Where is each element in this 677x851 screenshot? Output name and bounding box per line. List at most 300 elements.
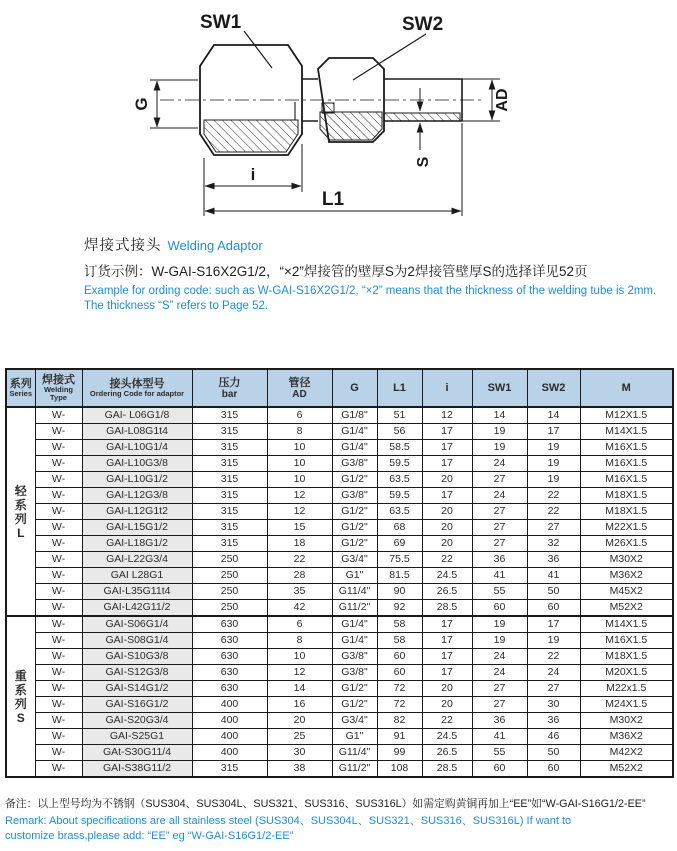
tube-ad: 6	[267, 407, 332, 424]
remark-zh: 备注：以上型号均为不锈钢（SUS304、SUS304L、SUS321、SUS316、SUS316L）如需定购黄铜再加上“EE”如“W-GAI-S16G1/2-EE”	[5, 798, 646, 810]
dim-m: M24X1.5	[580, 697, 673, 713]
dim-sw2: 27	[527, 681, 580, 697]
dim-i: 22	[422, 713, 472, 729]
dim-l1: 60	[377, 649, 422, 665]
table-row	[6, 504, 673, 520]
welding-type: W-	[35, 407, 82, 424]
ordering-code: GAI-L15G1/2	[82, 520, 192, 536]
dim-sw2: 14	[527, 407, 580, 424]
hatch-tube-wall	[384, 113, 460, 121]
thread-g: G11/2"	[332, 600, 377, 617]
welding-type: W-	[35, 504, 82, 520]
welding-type: W-	[35, 649, 82, 665]
dim-m: M52X2	[580, 761, 673, 778]
dim-sw2: 19	[527, 633, 580, 649]
welding-type: W-	[35, 568, 82, 584]
dim-i: 17	[422, 424, 472, 440]
col-header-g-line: G	[350, 382, 359, 394]
pressure-bar: 315	[192, 520, 267, 536]
tube-ad: 10	[267, 649, 332, 665]
col-header-welding-type-line: Welding	[43, 384, 74, 394]
tube-ad: 8	[267, 424, 332, 440]
dim-sw1: 27	[472, 504, 527, 520]
col-header-welding-type-line: 焊接式	[42, 373, 75, 386]
table-row	[6, 713, 673, 729]
dim-m: M30X2	[580, 713, 673, 729]
order-example-english	[84, 284, 664, 313]
dim-l1: 72	[377, 697, 422, 713]
ordering-code: GAI-S38G11/2	[82, 761, 192, 778]
dim-sw2: 41	[527, 568, 580, 584]
ordering-code: GAI-L22G3/4	[82, 552, 192, 568]
thread-g: G3/8"	[332, 456, 377, 472]
dim-sw1: 60	[472, 600, 527, 617]
dim-l1: 63.5	[377, 472, 422, 488]
table-row	[6, 729, 673, 745]
dim-sw1: 27	[472, 681, 527, 697]
dim-l1: 56	[377, 424, 422, 440]
thread-g: G3/8"	[332, 649, 377, 665]
dim-sw1: 19	[472, 424, 527, 440]
dim-i: 28.5	[422, 600, 472, 617]
table-row	[6, 488, 673, 504]
dim-sw1: 24	[472, 456, 527, 472]
thread-g: G1/2"	[332, 681, 377, 697]
table-row	[6, 584, 673, 600]
dim-l1: 81.5	[377, 568, 422, 584]
dim-m: M22X1.5	[580, 520, 673, 536]
ordering-code: GAI-L35G11t4	[82, 584, 192, 600]
table-row	[6, 600, 673, 617]
thread-g: G1/8"	[332, 407, 377, 424]
dim-i: 24.5	[422, 729, 472, 745]
dim-sw2: 17	[527, 424, 580, 440]
dim-sw2: 46	[527, 729, 580, 745]
col-header-welding-type	[35, 369, 82, 407]
tube-ad: 10	[267, 456, 332, 472]
dim-m: M45X2	[580, 584, 673, 600]
tube-ad: 6	[267, 616, 332, 633]
welding-type: W-	[35, 697, 82, 713]
dim-sw1: 19	[472, 633, 527, 649]
welding-type: W-	[35, 713, 82, 729]
thread-g: G1"	[332, 729, 377, 745]
series-label-char: 轻	[14, 483, 27, 498]
dim-sw1: 36	[472, 552, 527, 568]
tube-ad: 42	[267, 600, 332, 617]
dim-m: M14X1.5	[580, 616, 673, 633]
series-group-heavy	[6, 616, 673, 777]
pressure-bar: 315	[192, 407, 267, 424]
spec-table	[5, 368, 674, 778]
table-row	[6, 745, 673, 761]
table-row	[6, 761, 673, 778]
col-header-pressure-line: bar	[221, 388, 238, 400]
dim-sw2: 36	[527, 552, 580, 568]
series-label-char: S	[16, 710, 25, 725]
col-header-ordering-code-line: 接头体型号	[109, 377, 165, 390]
hatch-body-sw1	[204, 120, 298, 152]
dim-i: 20	[422, 536, 472, 552]
table-row	[6, 568, 673, 584]
dim-l1: 58.5	[377, 440, 422, 456]
label-s: S	[415, 156, 432, 168]
intro-block	[84, 234, 664, 313]
col-header-tube-ad-line: AD	[292, 388, 307, 400]
series-label-char: 系	[14, 497, 27, 512]
dim-sw2: 36	[527, 713, 580, 729]
ordering-code: GAI-L10G3/8	[82, 456, 192, 472]
dim-l1: 75.5	[377, 552, 422, 568]
pressure-bar: 315	[192, 456, 267, 472]
ordering-code: GAI-S12G3/8	[82, 665, 192, 681]
label-i: i	[250, 165, 256, 184]
thread-g: G3/4"	[332, 713, 377, 729]
dim-sw1: 27	[472, 697, 527, 713]
dim-m: M14X1.5	[580, 424, 673, 440]
table-row	[6, 424, 673, 440]
ordering-code: GAI-L12G3/8	[82, 488, 192, 504]
col-header-sw2	[527, 369, 580, 407]
dim-l1: 69	[377, 536, 422, 552]
dim-i: 17	[422, 649, 472, 665]
tube-ad: 12	[267, 504, 332, 520]
dim-sw2: 17	[527, 616, 580, 633]
table-row	[6, 633, 673, 649]
welding-type: W-	[35, 745, 82, 761]
col-header-l1-line: L1	[393, 382, 406, 394]
dim-i: 17	[422, 633, 472, 649]
dim-sw1: 14	[472, 407, 527, 424]
pressure-bar: 315	[192, 536, 267, 552]
col-header-welding-type-line: Type	[50, 393, 67, 402]
ordering-code: GAI-L42G11/2	[82, 600, 192, 617]
dim-i: 17	[422, 488, 472, 504]
series-label-light	[6, 407, 35, 616]
thread-g: G1/4"	[332, 633, 377, 649]
pressure-bar: 630	[192, 681, 267, 697]
ordering-code: GAI-L18G1/2	[82, 536, 192, 552]
pressure-bar: 630	[192, 616, 267, 633]
welding-type: W-	[35, 520, 82, 536]
ordering-code: GAI-S06G1/4	[82, 616, 192, 633]
dim-sw2: 19	[527, 472, 580, 488]
tube-ad: 20	[267, 713, 332, 729]
welding-type: W-	[35, 729, 82, 745]
dim-i: 20	[422, 681, 472, 697]
pressure-bar: 400	[192, 697, 267, 713]
dim-sw2: 50	[527, 745, 580, 761]
table-row	[6, 536, 673, 552]
welding-type: W-	[35, 552, 82, 568]
series-label-char: 重	[14, 668, 27, 683]
section-title-en: Welding Adaptor	[167, 238, 263, 253]
col-header-sw2-line: SW2	[541, 382, 566, 394]
dim-m: M16X1.5	[580, 456, 673, 472]
remark-block	[5, 797, 672, 843]
col-header-series	[6, 369, 35, 407]
dim-l1: 63.5	[377, 504, 422, 520]
section-title	[84, 234, 664, 255]
table-row	[6, 472, 673, 488]
series-label-char: 系	[14, 682, 27, 697]
pressure-bar: 315	[192, 488, 267, 504]
table-row	[6, 681, 673, 697]
dim-sw2: 19	[527, 456, 580, 472]
pressure-bar: 315	[192, 440, 267, 456]
dim-i: 17	[422, 665, 472, 681]
tube-ad: 38	[267, 761, 332, 778]
dim-sw1: 27	[472, 472, 527, 488]
col-header-i-line: i	[445, 382, 449, 394]
dim-m: M18X1.5	[580, 488, 673, 504]
leader-sw2	[353, 34, 426, 80]
dim-sw2: 32	[527, 536, 580, 552]
table-row	[6, 616, 673, 633]
tube-ad: 14	[267, 681, 332, 697]
dim-sw1: 41	[472, 568, 527, 584]
dim-m: M16X1.5	[580, 472, 673, 488]
tube-ad: 12	[267, 665, 332, 681]
dim-i: 22	[422, 552, 472, 568]
thread-g: G1/2"	[332, 472, 377, 488]
thread-g: G11/4"	[332, 745, 377, 761]
thread-g: G1/2"	[332, 520, 377, 536]
thread-g: G3/8"	[332, 665, 377, 681]
remark-en-line2: customize brass,please add: “EE” eg “W-GAI-S16G1/2-EE”	[5, 829, 294, 842]
col-header-l1	[377, 369, 422, 407]
ordering-code: GAI-L10G1/2	[82, 472, 192, 488]
dim-l1: 68	[377, 520, 422, 536]
dim-l1: 58	[377, 633, 422, 649]
dim-l1: 72	[377, 681, 422, 697]
dim-i: 20	[422, 504, 472, 520]
welding-type: W-	[35, 761, 82, 778]
leader-sw1	[244, 31, 272, 68]
dim-l1: 99	[377, 745, 422, 761]
order-example-en-line1: Example for ording code: such as W-GAI-S16X2G1/2, “×2” means that the thickness of the welding tube is 2mm.	[84, 285, 657, 297]
table-row	[6, 407, 673, 424]
dim-m: M12X1.5	[580, 407, 673, 424]
ordering-code: GAt-S30G11/4	[82, 745, 192, 761]
ordering-code: GAI-S08G1/4	[82, 633, 192, 649]
tube-ad: 18	[267, 536, 332, 552]
tube-ad: 25	[267, 729, 332, 745]
dim-m: M16X1.5	[580, 633, 673, 649]
ordering-code: GAI-S10G3/8	[82, 649, 192, 665]
dim-i: 20	[422, 697, 472, 713]
col-header-sw1-line: SW1	[487, 382, 512, 394]
series-label-heavy	[6, 616, 35, 777]
dim-sw1: 19	[472, 440, 527, 456]
dim-l1: 59.5	[377, 456, 422, 472]
label-ad: AD	[494, 88, 511, 112]
col-header-m	[580, 369, 673, 407]
col-header-sw1	[472, 369, 527, 407]
thread-g: G11/4"	[332, 584, 377, 600]
dim-sw1: 55	[472, 745, 527, 761]
thread-g: G3/4"	[332, 552, 377, 568]
order-example-en-line2: The thickness “S” refers to Page 52.	[84, 299, 269, 312]
tube-ad: 12	[267, 488, 332, 504]
ordering-code: GAI-S16G1/2	[82, 697, 192, 713]
series-group-light	[6, 407, 673, 616]
table-row	[6, 552, 673, 568]
pressure-bar: 400	[192, 745, 267, 761]
welding-type: W-	[35, 616, 82, 633]
dim-sw2: 22	[527, 504, 580, 520]
welding-type: W-	[35, 665, 82, 681]
dim-m: M18X1.5	[580, 504, 673, 520]
thread-g: G11/2"	[332, 761, 377, 778]
dim-i: 26.5	[422, 584, 472, 600]
thread-g: G1/2"	[332, 536, 377, 552]
dim-sw1: 27	[472, 520, 527, 536]
dim-sw2: 60	[527, 600, 580, 617]
ordering-code: GAI-L08G1t4	[82, 424, 192, 440]
dim-i: 17	[422, 440, 472, 456]
welding-type: W-	[35, 440, 82, 456]
thread-g: G1"	[332, 568, 377, 584]
ordering-code: GAI-S20G3/4	[82, 713, 192, 729]
series-label-char: L	[17, 525, 25, 540]
dim-l1: 59.5	[377, 488, 422, 504]
dim-i: 17	[422, 456, 472, 472]
ordering-code: GAI- L06G1/8	[82, 407, 192, 424]
dim-m: M26X1.5	[580, 536, 673, 552]
series-label-char: 列	[14, 511, 27, 526]
dim-m: M20X1.5	[580, 665, 673, 681]
dim-i: 26.5	[422, 745, 472, 761]
dim-sw2: 22	[527, 488, 580, 504]
thread-g: G1/4"	[332, 616, 377, 633]
dim-sw1: 60	[472, 761, 527, 778]
thread-g: G1/2"	[332, 697, 377, 713]
dim-m: M42X2	[580, 745, 673, 761]
table-row	[6, 520, 673, 536]
dim-l1: 91	[377, 729, 422, 745]
table-row	[6, 456, 673, 472]
pressure-bar: 250	[192, 552, 267, 568]
pressure-bar: 315	[192, 761, 267, 778]
tube-ad: 35	[267, 584, 332, 600]
col-header-ordering-code-line: Ordering Code for adaptor	[89, 388, 185, 398]
pressure-bar: 630	[192, 649, 267, 665]
pressure-bar: 400	[192, 729, 267, 745]
header-row	[6, 369, 673, 407]
tube-ad: 16	[267, 697, 332, 713]
dim-l1: 92	[377, 600, 422, 617]
col-header-pressure	[192, 369, 267, 407]
dim-sw2: 50	[527, 584, 580, 600]
dim-i: 28.5	[422, 761, 472, 778]
dim-l1: 51	[377, 407, 422, 424]
label-l1: L1	[321, 189, 345, 210]
label-sw1: SW1	[200, 12, 242, 33]
tube-ad: 10	[267, 440, 332, 456]
remark-en-line1: Remark: About specifications are all stainless steel (SUS304、SUS304L、SUS321、SUS316、SUS316L) If want to	[5, 815, 572, 827]
col-header-m-line: M	[621, 382, 631, 394]
dim-sw1: 27	[472, 536, 527, 552]
table-row	[6, 665, 673, 681]
dim-i: 12	[422, 407, 472, 424]
welding-adaptor-section-drawing	[0, 0, 677, 235]
thread-g: G1/4"	[332, 424, 377, 440]
pressure-bar: 315	[192, 424, 267, 440]
welding-type: W-	[35, 536, 82, 552]
ordering-code: GAI-S14G1/2	[82, 681, 192, 697]
label-g: G	[132, 97, 151, 111]
tube-ad: 28	[267, 568, 332, 584]
dim-sw2: 30	[527, 697, 580, 713]
tube-ad: 8	[267, 633, 332, 649]
dim-sw2: 60	[527, 761, 580, 778]
col-header-ordering-code	[82, 369, 192, 407]
pressure-bar: 630	[192, 665, 267, 681]
section-title-zh: 焊接式接头	[84, 238, 162, 254]
ordering-code: GAI-S25G1	[82, 729, 192, 745]
col-header-tube-ad	[267, 369, 332, 407]
tube-ad: 15	[267, 520, 332, 536]
welding-type: W-	[35, 600, 82, 617]
dim-m: M36X2	[580, 729, 673, 745]
pressure-bar: 250	[192, 600, 267, 617]
order-example-line: 订货示例：W-GAI-S16X2G1/2，“×2”焊接管的壁厚S为2焊接管壁厚S的选择详见52页	[84, 264, 588, 279]
dim-i: 24.5	[422, 568, 472, 584]
table-row	[6, 649, 673, 665]
dim-sw1: 19	[472, 616, 527, 633]
hatch-body-sw2	[320, 112, 382, 140]
pressure-bar: 630	[192, 633, 267, 649]
welding-type: W-	[35, 681, 82, 697]
dim-i: 20	[422, 520, 472, 536]
dim-sw2: 27	[527, 520, 580, 536]
pressure-bar: 250	[192, 584, 267, 600]
welding-type: W-	[35, 424, 82, 440]
ordering-code: GAI L28G1	[82, 568, 192, 584]
spec-table-wrap	[5, 368, 672, 778]
col-header-i	[422, 369, 472, 407]
remark-en	[5, 814, 672, 843]
welding-type: W-	[35, 472, 82, 488]
dim-i: 20	[422, 472, 472, 488]
label-sw2: SW2	[402, 14, 444, 35]
dim-i: 17	[422, 616, 472, 633]
dim-sw2: 24	[527, 665, 580, 681]
welding-type: W-	[35, 456, 82, 472]
dim-sw1: 24	[472, 488, 527, 504]
welding-type: W-	[35, 633, 82, 649]
tube-ad: 30	[267, 745, 332, 761]
thread-g: G1/2"	[332, 504, 377, 520]
welding-type: W-	[35, 488, 82, 504]
dim-l1: 90	[377, 584, 422, 600]
dim-m: M52X2	[580, 600, 673, 617]
dim-sw1: 24	[472, 649, 527, 665]
dim-l1: 108	[377, 761, 422, 778]
dim-l1: 60	[377, 665, 422, 681]
ordering-code: GAI-L10G1/4	[82, 440, 192, 456]
dim-m: M22x1.5	[580, 681, 673, 697]
tube-ad: 10	[267, 472, 332, 488]
ordering-code: GAI-L12G1t2	[82, 504, 192, 520]
thread-g: G1/4"	[332, 440, 377, 456]
col-header-series-line: 系列	[9, 377, 32, 390]
dim-sw1: 55	[472, 584, 527, 600]
dim-sw1: 41	[472, 729, 527, 745]
dim-m: M30X2	[580, 552, 673, 568]
thread-g: G3/8"	[332, 488, 377, 504]
